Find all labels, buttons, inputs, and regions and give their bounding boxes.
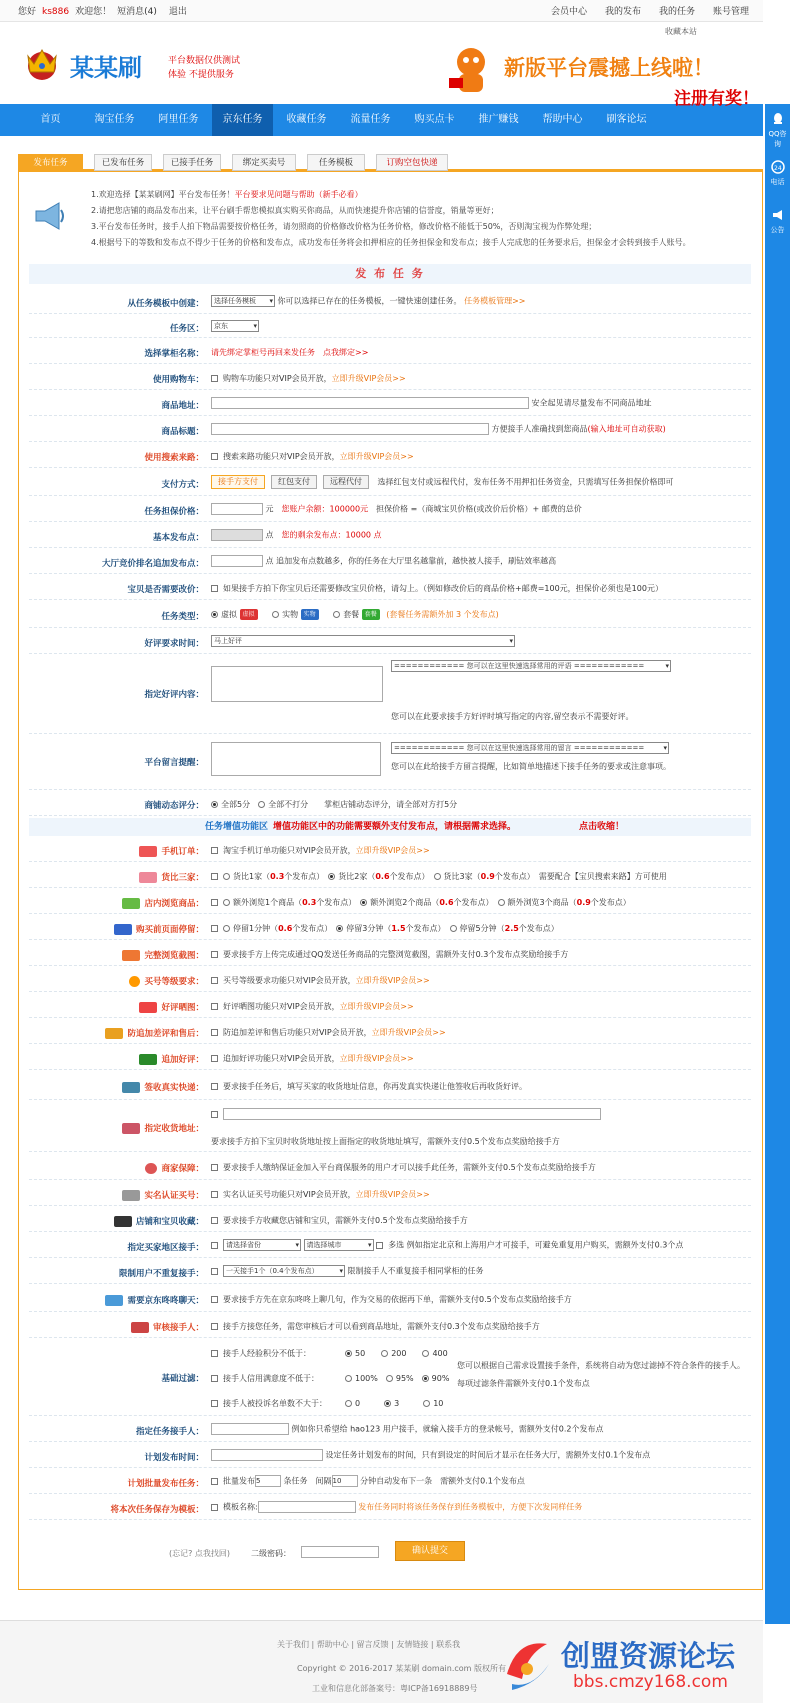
row-guarantee: 任务担保价格： 元 您账户余额：100000元 担保价格 =（商城宝贝价格(或改价后价格）+ 邮费的总价 [29,496,751,522]
type-package-radio[interactable] [333,611,340,618]
browse-checkbox[interactable] [211,899,218,906]
add-review-icon [139,1054,157,1065]
phone-24-icon [771,160,785,174]
sidebar-phone[interactable]: 24 电话 [765,152,790,200]
banner-title: 新版平台震撼上线啦！ [504,55,714,80]
type-virtual-radio[interactable] [211,611,218,618]
banner-subtitle: 注册有奖！ [674,89,759,109]
review-preset-select[interactable]: ============ 您可以在这里快速选择常用的评语 ============ ▾ [391,660,671,672]
help-link[interactable]: 平台要求见问题与帮助 [234,190,315,199]
row-region: 指定买家地区接手： 请选择省份 ▾ 请选择城市 ▾ 多选 例如指定北京和上海用户才可接手，可避免重复用户购买，需额外支付0.3个点 [29,1232,751,1258]
browse-1-radio[interactable] [223,899,230,906]
stay-3-radio[interactable] [336,925,343,932]
row-after: 防追加差评和售后： 防追加差评和售后功能只对VIP会员开放，立即升级VIP会员>> [29,1018,751,1044]
account-link[interactable]: 账号管理 [712,7,749,17]
upgrade-vip-link[interactable]: 立即升级VIP会员>> [339,1002,414,1011]
upgrade-vip-link[interactable]: 立即升级VIP会员>> [339,1054,414,1063]
compare-2-radio[interactable] [328,873,335,880]
msg-textarea[interactable] [211,742,381,776]
main-nav [0,104,763,136]
row-dsr: 商铺动态评分： 全部5分 全部不打分 掌柜店铺动态评分，请全部对方打5分 [29,790,751,816]
member-center-link[interactable]: 会员中心 [550,7,587,17]
pic-checkbox[interactable] [211,1003,218,1010]
fav-checkbox[interactable] [211,1217,218,1224]
type-real-radio[interactable] [272,611,279,618]
jdsay-checkbox[interactable] [211,1296,218,1303]
upgrade-vip-link[interactable]: 立即升级VIP会员>> [355,846,430,855]
row-review-content: 指定好评内容： ============ 您可以在这里快速选择常用的评语 ============ ▾ 您可以在此要求接手方好评时填写指定的内容,留空表示不需要好评。 [29,654,751,734]
row-type: 任务类型： 虚拟 虚拟 实物 实物 套餐 套餐 (套餐任务需额外加 3 个发布点) [29,600,751,628]
row-template: 从任务模板中创建： 选择任务模板 ▾ 你可以选择已存在的任务模板，一键快速创建任务。 任务模板管理>> [29,288,751,314]
row-stay: 购买前页面停留： 停留1分钟（0.6个发布点） 停留3分钟（1.5个发布点） 停留5分钟（2.5个发布点） [29,914,751,940]
complaint-10-radio[interactable] [423,1400,430,1407]
cart-checkbox[interactable] [211,375,218,382]
exp-50-radio[interactable] [345,1350,352,1357]
merchant-checkbox[interactable] [211,1164,218,1171]
crown-icon [22,42,62,82]
section-title: 发 布 任 务 [29,264,751,284]
real-icon: 实物 [301,609,319,620]
after-sale-icon [105,1028,123,1039]
filter-complaint-checkbox[interactable] [211,1400,218,1407]
mascot-icon [445,44,495,100]
dsr-5-radio[interactable] [211,801,218,808]
tab-bind-account[interactable]: 绑定买卖号 [232,154,296,171]
task-tabs [18,152,763,172]
collect-link[interactable]: 收藏本站 [665,27,697,36]
publish-panel [18,172,763,1590]
plan-time-input[interactable] [211,1449,323,1461]
username[interactable]: ks886 [42,7,70,17]
row-save: 将本次任务保存为模板： 模板名称: 发布任务同时将该任务保存到任务模板中，方便下次发同样任务 [29,1494,751,1520]
complaint-3-radio[interactable] [384,1400,391,1407]
limit-select[interactable]: 一天接手1个（0.4个发布点） ▾ [223,1265,345,1277]
row-filter: 基础过滤： 接手人经验积分不低于： 50 200 400 接手人信用满意度不低于： 100% 95% 90% 接手人被投诉名单数不大于： 0 3 10 您可以根据自己需求设置接手条件，系统将自动为您过滤掉不符合条件的接手人。 每项过滤条件需额外支付0.1个发布点 [29,1338,751,1416]
messages-link[interactable]: 短消息(4) [117,7,157,17]
tab-express[interactable]: 订购空包快递 [376,154,448,171]
compare-checkbox[interactable] [211,873,218,880]
virtual-icon: 虚拟 [240,609,258,620]
slogan: 平台数据仅供测试 体验 不提供服务 [168,56,241,80]
credit-100-radio[interactable] [345,1375,352,1382]
tab-published[interactable]: 已发布任务 [94,154,152,171]
tab-publish[interactable]: 发布任务 [18,154,83,171]
icp: 工业和信息化部备案号：粤ICP备16918889号 [312,1684,478,1693]
express-checkbox[interactable] [211,1083,218,1090]
forgot-password-link[interactable]: (忘记? 点我找回) [169,1549,231,1558]
row-level: 买号等级要求： 买号等级要求功能只对VIP会员开放，立即升级VIP会员>> [29,966,751,992]
my-tasks-link[interactable]: 我的任务 [658,7,695,17]
modify-price-checkbox[interactable] [211,585,218,592]
svg-text:24: 24 [773,165,782,172]
id-card-icon [122,1190,140,1201]
watermark-logo-icon [497,1634,557,1696]
hall-points-input[interactable] [211,555,263,567]
photo-icon [139,1002,157,1013]
dsr-none-radio[interactable] [258,801,265,808]
address-icon [122,1123,140,1134]
row-pay: 支付方式： 接手方支付 红包支付 远程代付 选择红包支付或远程代付，发布任务不用押扣任务资金，只需填写任务担保价格即可 [29,468,751,496]
password-label: 二级密码： [251,1549,291,1558]
row-msg: 平台留言提醒： ============ 您可以在这里快速选择常用的留言 ============ ▾ 您可以在此给接手方留言提醒，比如简单地描述下接手任务的要求或注意事项。 [29,734,751,790]
template-name-input[interactable] [258,1501,356,1513]
shot-checkbox[interactable] [211,951,218,958]
row-batch: 计划批量发布任务： 批量发布5 条任务 间隔10 分钟自动发布下一条 需额外支付0.1个发布点 [29,1468,751,1494]
nav-taobao[interactable]: 淘宝任务 [94,114,135,125]
template-select[interactable]: 选择任务模板 ▾ [211,295,275,307]
exp-400-radio[interactable] [422,1350,429,1357]
after-checkbox[interactable] [211,1029,218,1036]
tab-template[interactable]: 任务模板 [307,154,365,171]
row-audit: 审核接手人： 接手方接您任务，需您审核后才可以看到商品地址，需额外支付0.3个发布点奖励给接手方 [29,1312,751,1338]
collapse-toggle[interactable]: 点击收缩！ [579,822,625,832]
address-input[interactable] [223,1108,601,1120]
greeting: 您好 [18,7,37,17]
nav-ali[interactable]: 阿里任务 [158,114,199,125]
bind-shop-link[interactable]: 点我绑定>> [323,348,369,357]
package-icon: 套餐 [362,609,380,620]
area-select[interactable]: 京东 ▾ [211,320,259,332]
copyright: Copyright © 2016-2017 某某刷 domain.com 版权所有 [297,1664,506,1673]
audit-checkbox[interactable] [211,1323,218,1330]
product-title-input[interactable] [211,423,489,435]
compare-3-radio[interactable] [434,873,441,880]
chat-icon [105,1295,123,1306]
compare-icon [139,872,157,883]
row-shot: 完整浏览截图： 要求接手方上传完成通过QQ发送任务商品的完整浏览截图，需额外支付0.3个发布点奖励给接手方 [29,940,751,966]
favorite-icon [114,1216,132,1227]
submit-button[interactable]: 确认提交 [395,1541,465,1561]
template-manage-link[interactable]: 任务模板管理>> [464,296,526,306]
speaker-icon [33,201,67,231]
row-pic: 好评晒图： 好评晒图功能只对VIP会员开放，立即升级VIP会员>> [29,992,751,1018]
tab-accepted[interactable]: 已接手任务 [163,154,221,171]
search-checkbox[interactable] [211,453,218,460]
complaint-0-radio[interactable] [345,1400,352,1407]
shield-icon [145,1163,157,1174]
compare-1-radio[interactable] [223,873,230,880]
row-plan: 计划发布时间： 设定任务计划发布的时间，只有到设定的时间后才显示在任务大厅，需额外支付0.1个发布点 [29,1442,751,1468]
points-input[interactable] [211,529,263,541]
row-assign: 指定任务接手人： 例如你只希望给 hao123 用户接手，就输入接手方的登录帐号，需额外支付0.2个发布点 [29,1416,751,1442]
region-checkbox[interactable] [211,1242,218,1249]
row-limit: 限制用户不重复接手： 一天接手1个（0.4个发布点） ▾ 限制接手人不重复接手相同掌柜的任务 [29,1258,751,1284]
realname-checkbox[interactable] [211,1191,218,1198]
row-title: 商品标题： 方便接手人准确找到您商品(输入地址可自动获取) [29,416,751,442]
stay-5-radio[interactable] [450,925,457,932]
credit-95-radio[interactable] [386,1375,393,1382]
row-express: 签收真实快递： 要求接手任务后，填写买家的收货地址信息，你再发真实快递让他签收后再收货好评。 [29,1070,751,1100]
row-addrev: 追加好评： 追加好评功能只对VIP会员开放，立即升级VIP会员>> [29,1044,751,1070]
right-sidebar [765,104,790,1624]
mobile-checkbox[interactable] [211,847,218,854]
welcome-text: 欢迎您！ [75,7,112,17]
row-fav: 店铺和宝贝收藏： 要求接手方收藏您店铺和宝贝，需额外支付0.5个发布点奖励给接手方 [29,1206,751,1232]
msg-preset-select[interactable]: ============ 您可以在这里快速选择常用的留言 ============ ▾ [391,742,669,754]
filter-exp-checkbox[interactable] [211,1350,218,1357]
brand-name[interactable]: 某某刷 [70,53,142,82]
row-jdsay: 需要京东咚咚聊天： 要求接手方先在京东咚咚上聊几句，作为交易的依据再下单，需额外支付0.5个发布点奖励给接手方 [29,1284,751,1312]
nav-promote[interactable]: 推广赚钱 [478,114,519,125]
upgrade-vip-link[interactable]: 立即升级VIP会员>> [339,452,414,461]
multi-checkbox[interactable] [376,1242,383,1249]
notice-box: 1.欢迎选择【某某刷网】平台发布任务！平台要求见问题与帮助（新手必看） 2.请把您店铺的商品发布出来，让平台刷手帮您模拟真实购买你商品，从而快速提升你店铺的信誉度，销量等更好； 3.平台发布任务时，接手人拍下物品需要按价格任务，请勿照商的价格修改价格为任务价格，修改价格不能低于50%，否则淘宝视为作弊处理； 4.根据号下的等数和发布点不得少于任务的价格和发布点，成功发布任务将会扣押相应的任务担保金和发布点；接手人完成您的任务要求后，担保金才会转到接手人账号。 [29,187,749,253]
guarantee-input[interactable] [211,503,263,515]
row-merchant: 商家保障： 要求接手人缴纳保证金加入平台商保服务的用户才可以接手此任务，需额外支付0.5个发布点奖励给接手方 [29,1152,751,1180]
row-mobile: 手机订单： 淘宝手机订单功能只对VIP会员开放，立即升级VIP会员>> [29,836,751,862]
pay-remote-button[interactable]: 远程代付 [323,475,369,489]
logout-link[interactable]: 退出 [168,7,187,17]
pay-redpacket-button[interactable]: 红包支付 [271,475,317,489]
stay-1-radio[interactable] [223,925,230,932]
screenshot-icon [122,950,140,961]
browse-3-radio[interactable] [498,899,505,906]
level-icon [129,976,140,987]
assign-input[interactable] [211,1423,289,1435]
exp-200-radio[interactable] [381,1350,388,1357]
upgrade-vip-link[interactable]: 立即升级VIP会员>> [371,1028,446,1037]
upgrade-vip-link[interactable]: 立即升级VIP会员>> [355,1190,430,1199]
row-area: 任务区： 京东 ▾ [29,314,751,338]
review-content-textarea[interactable] [211,666,383,702]
pay-buyer-button[interactable]: 接手方支付 [211,475,265,489]
nav-collect[interactable]: 收藏任务 [286,114,327,125]
row-search: 使用搜索来路： 搜索来路功能只对VIP会员开放，立即升级VIP会员>> [29,442,751,468]
upgrade-vip-link[interactable]: 立即升级VIP会员>> [355,976,430,985]
limit-checkbox[interactable] [211,1268,218,1275]
row-realname: 实名认证买号： 实名认证买号功能只对VIP会员开放，立即升级VIP会员>> [29,1180,751,1206]
upgrade-vip-link[interactable]: 立即升级VIP会员>> [331,374,406,383]
row-points: 基本发布点： 点 您的剩余发布点：10000 点 [29,522,751,548]
nav-help[interactable]: 帮助中心 [542,114,583,125]
batch-count-input[interactable]: 5 [255,1475,281,1487]
level-checkbox[interactable] [211,977,218,984]
top-bar [0,0,763,22]
audit-icon [131,1322,149,1333]
filter-credit-checkbox[interactable] [211,1375,218,1382]
batch-checkbox[interactable] [211,1478,218,1485]
row-addr: 指定收货地址： 要求接手方拍下宝贝时收货地址按上面指定的收货地址填写，需额外支付0.5个发布点奖励给接手方 [29,1100,751,1152]
province-select[interactable]: 请选择省份 ▾ [223,1239,301,1251]
nav-jd[interactable]: 京东任务 [212,104,273,136]
nav-home[interactable]: 首页 [40,114,61,125]
second-password-input[interactable] [301,1546,379,1558]
nav-traffic[interactable]: 流量任务 [350,114,391,125]
truck-icon [122,1082,140,1093]
batch-interval-input[interactable]: 10 [332,1475,358,1487]
service-area-title: 任务增值功能区 增值功能区中的功能需要额外支付发布点，请根据需求选择。 点击收缩！ [29,818,751,836]
stay-icon [114,924,132,935]
city-select[interactable]: 请选择城市 ▾ [304,1239,374,1251]
save-template-checkbox[interactable] [211,1504,218,1511]
row-browse: 店内浏览商品： 额外浏览1个商品（0.3个发布点） 额外浏览2个商品（0.6个发布点） 额外浏览3个商品（0.9个发布点） [29,888,751,914]
mobile-icon [139,846,157,857]
row-compare: 货比三家： 货比1家（0.3个发布点） 货比2家（0.6个发布点） 货比3家（0.9个发布点） 需要配合【宝贝搜索来路】方可使用 [29,862,751,888]
megaphone-icon [771,208,785,222]
browse-icon [122,898,140,909]
row-url: 商品地址： 安全起见请尽量发布不同商品地址 [29,390,751,416]
sidebar-notice[interactable]: 公告 [765,200,790,248]
product-url-input[interactable] [211,397,529,409]
qq-icon [771,112,785,126]
credit-90-radio[interactable] [422,1375,429,1382]
row-shop: 选择掌柜名称： 请先绑定掌柜号再回来发任务 点我绑定>> [29,338,751,364]
stay-checkbox[interactable] [211,925,218,932]
row-cart: 使用购物车： 购物车功能只对VIP会员开放，立即升级VIP会员>> [29,364,751,390]
addr-checkbox[interactable] [211,1111,218,1118]
header [0,22,763,109]
footer-links[interactable]: 关于我们 | 帮助中心 | 留言反馈 | 友情链接 | 联系我 [277,1640,461,1649]
addrev-checkbox[interactable] [211,1055,218,1062]
row-modify: 宝贝是否需要改价： 如果接手方拍下你宝贝后还需要修改宝贝价格，请勾上。（例如修改价后的商品价格+邮费=100元，担保价必须也是100元） [29,574,751,600]
row-review-time: 好评要求时间： 马上好评 ▾ [29,628,751,654]
my-release-link[interactable]: 我的发布 [604,7,641,17]
review-time-select[interactable]: 马上好评 ▾ [211,635,515,647]
nav-buy-card[interactable]: 购买点卡 [414,114,455,125]
browse-2-radio[interactable] [360,899,367,906]
row-hall: 大厅竞价排名追加发布点： 点 追加发布点数越多，你的任务在大厅里名越靠前，越快被人接手，刷钻效率越高 [29,548,751,574]
nav-forum[interactable]: 刷客论坛 [606,114,647,125]
sidebar-qq[interactable]: QQ咨询 [765,104,790,152]
watermark: 创盟资源论坛 bbs.cmzy168.com [493,1628,790,1703]
